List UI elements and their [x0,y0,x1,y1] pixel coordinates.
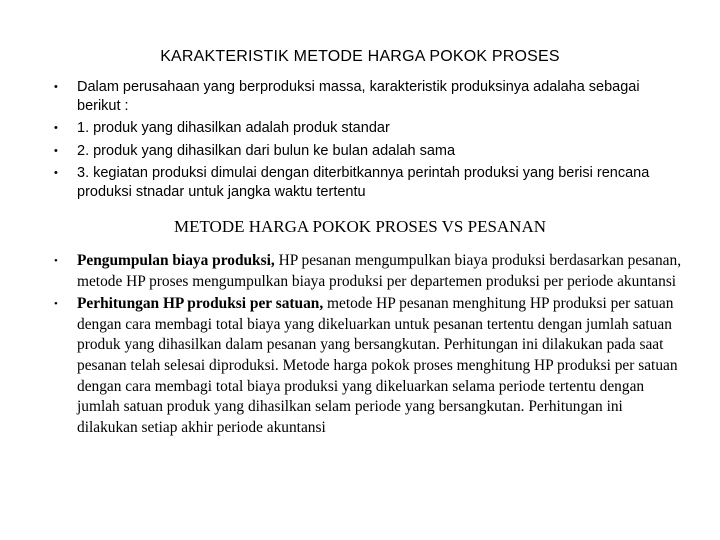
list-item [50,78,680,115]
list-item-text: 2. produk yang dihasilkan dari bulun ke bulan adalah sama [77,142,456,159]
section1-title: KARAKTERISTIK METODE HARGA POKOK PROSES [160,48,560,65]
bullet-icon: • [54,81,58,93]
list-item-text: Dalam perusahaan yang berproduksi massa, karakteristik produksinya adalaha sebagai berikut : [77,79,640,114]
list-item [50,294,686,438]
comparison-list [50,251,686,440]
list-item-text: metode HP pesanan menghitung HP produksi per satuan dengan cara membagi total biaya yang dikeluarkan untuk pesanan tertentu dengan jumlah satuan produk yang dihasilkan dalam pesanan yang bersangkutan. Perhitungan ini dilakukan pada saat pesanan telah selesai diproduksi. Metode harga pokok proses menghitung HP produksi per satuan dengan cara membagi total biaya produksi yang dikeluarkan selama periode tertentu dengan jumlah satuan produk yang dihasilkan selam periode yang bersangkutan. Perhitungan ini dilakukan setiap akhir periode akuntansi [77,295,678,436]
list-item-heading: Perhitungan HP produksi per satuan, [77,295,324,313]
list-item [50,164,680,201]
bullet-icon: • [54,144,58,157]
list-item-text: 3. kegiatan produksi dimulai dengan diterbitkannya perintah produksi yang berisi rencana produksi stnadar untuk jangka waktu tertentu [77,165,650,200]
list-item [50,142,680,161]
list-item [50,251,686,292]
section2-title: METODE HARGA POKOK PROSES VS PESANAN [173,217,547,236]
bullet-icon: • [54,167,58,179]
bullet-icon: • [54,122,58,134]
bullet-icon: • [54,298,58,311]
list-item-heading: Pengumpulan biaya produksi, [77,252,275,269]
list-item [50,119,680,138]
list-item-text: 1. produk yang dihasilkan adalah produk standar [77,120,390,136]
characteristics-list [50,78,680,205]
bullet-icon: • [54,255,58,267]
list-item-text: HP pesanan mengumpulkan biaya produksi berdasarkan pesanan, metode HP proses mengumpulkan biaya produksi per departemen produksi per periode akuntansi [77,252,682,290]
